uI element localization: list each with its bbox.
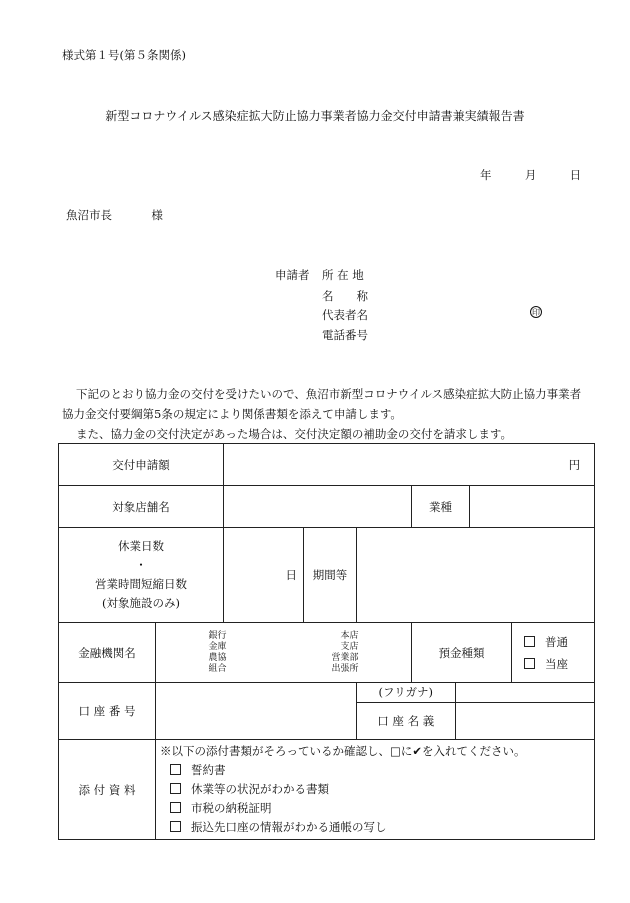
bank-type-grid (156, 631, 411, 675)
bank-type-item: 金庫 (208, 641, 227, 652)
checkbox-icon (170, 764, 181, 775)
deposit-options (512, 623, 595, 683)
attach-item[interactable]: 休業等の状況がわかる書類 (156, 780, 594, 799)
closure-label-line-3: 営業時間短縮日数 (95, 577, 187, 591)
bank-type-item: 銀行 (208, 630, 227, 641)
industry-field[interactable] (470, 486, 595, 528)
addressee-name: 魚沼市長 (66, 208, 112, 222)
account-name-grid (357, 683, 594, 739)
shop-row (59, 486, 595, 528)
checkbox-icon (170, 783, 181, 794)
closure-row (59, 528, 595, 623)
deposit-type-label: 預金種類 (412, 623, 512, 683)
attach-note: ※以下の添付書類がそろっているか確認し、□に✔を入れてください。 (160, 744, 526, 758)
closure-label-line-1: 休業日数 (118, 539, 164, 553)
closure-label-line-2: ・ (135, 558, 147, 572)
amount-row (59, 444, 595, 486)
amount-label: 交付申請額 (59, 444, 224, 486)
form-title: 新型コロナウイルス感染症拡大防止協力事業者協力金交付申請書兼実績報告書 (105, 109, 525, 123)
shop-field[interactable] (224, 486, 412, 528)
account-no-field[interactable] (156, 683, 357, 740)
furigana-label: (フリガナ) (357, 683, 455, 702)
attachments-row (59, 740, 595, 840)
applicant-address-label: 所 在 地 (322, 268, 364, 282)
bank-field[interactable] (156, 623, 412, 683)
branch-type-item: 本店 (340, 630, 359, 641)
deposit-option-current[interactable]: 当座 (524, 653, 594, 675)
attach-item[interactable]: 振込先口座の情報がわかる通帳の写し (156, 818, 594, 837)
date-day: 日 (569, 168, 582, 182)
industry-label: 業種 (412, 486, 470, 528)
account-name-field[interactable] (455, 702, 594, 739)
checkbox-icon (524, 658, 535, 669)
application-table (58, 443, 595, 840)
date-field (480, 167, 581, 183)
attach-item[interactable]: 誓約書 (156, 761, 594, 780)
bank-type-item: 農協 (208, 652, 227, 663)
bank-types (208, 631, 226, 675)
branch-type-item: 出張所 (331, 663, 359, 674)
applicant-phone-label: 電話番号 (322, 328, 368, 342)
deposit-option-ordinary[interactable]: 普通 (524, 631, 594, 653)
addressee-honorific: 様 (151, 208, 163, 222)
days-field[interactable]: 日 (224, 528, 304, 623)
closure-label (59, 528, 224, 623)
body-paragraph-1: 下記のとおり協力金の交付を受けたいので、魚沼市新型コロナウイルス感染症拡大防止協力事業者協力金交付要綱第5条の規定により関係書類を添えて申請します。 (62, 387, 582, 421)
body-paragraph-2: また、協力金の交付決定があった場合は、交付決定額の補助金の交付を請求します。 (76, 427, 512, 441)
form-number: 様式第１号(第５条関係) (62, 48, 186, 62)
checkbox-icon (170, 802, 181, 813)
furigana-field[interactable] (455, 683, 594, 702)
applicant-name-label: 名 称 (322, 289, 368, 303)
bank-type-item: 組合 (208, 663, 227, 674)
branch-types (331, 631, 358, 675)
account-row (59, 683, 595, 740)
bank-row (59, 623, 595, 683)
date-month: 月 (524, 168, 537, 182)
attach-list (156, 740, 595, 840)
period-label: 期間等 (304, 528, 357, 623)
account-no-label: 口 座 番 号 (59, 683, 156, 740)
branch-type-item: 支店 (340, 641, 359, 652)
period-field[interactable] (357, 528, 595, 623)
shop-label: 対象店舗名 (59, 486, 224, 528)
seal-mark: 印 (532, 308, 540, 317)
date-year: 年 (480, 168, 492, 182)
attach-item[interactable]: 市税の納税証明 (156, 799, 594, 818)
bank-label: 金融機関名 (59, 623, 156, 683)
applicant-role: 申請者 (275, 268, 310, 282)
addressee (66, 207, 163, 223)
checkbox-icon (170, 821, 181, 832)
applicant-rep-label: 代表者名 (322, 308, 368, 322)
account-name-label: 口 座 名 義 (357, 702, 455, 739)
amount-field[interactable]: 円 (224, 444, 595, 486)
closure-label-line-4: (対象施設のみ) (102, 596, 180, 610)
account-name-cell (357, 683, 595, 740)
attach-label: 添 付 資 料 (59, 740, 156, 840)
branch-type-item: 営業部 (331, 652, 359, 663)
checkbox-icon (524, 636, 535, 647)
